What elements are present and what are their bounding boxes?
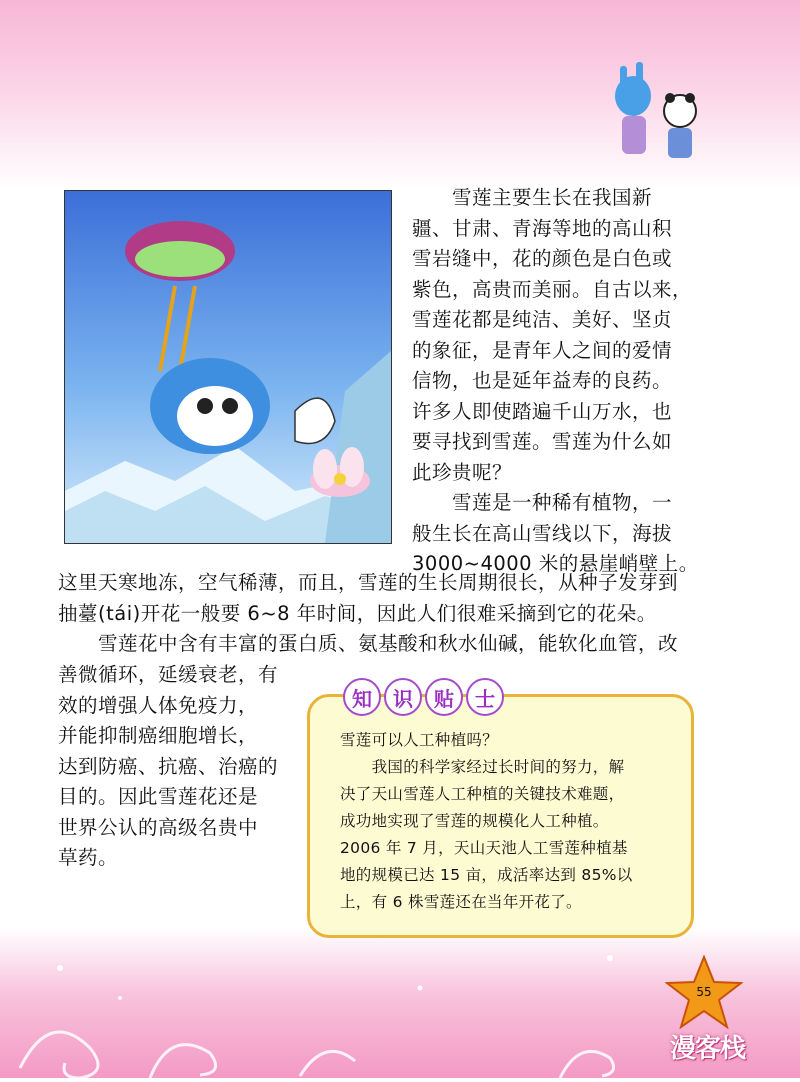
tips-title-char: 知 [343, 678, 381, 716]
text-line: 信物，也是延年益寿的良药。 [412, 369, 673, 392]
text-line: 疆、甘肃、青海等地的高山积 [412, 216, 673, 240]
mascot-characters-illustration [598, 56, 708, 166]
paragraph-2-right [412, 488, 699, 580]
tips-line: 成功地实现了雪莲的规模化人工种植。 [340, 812, 609, 830]
paragraph-3-left [58, 660, 278, 874]
tips-line: 我国的科学家经过长时间的努力，解 [340, 758, 625, 776]
text-line: 雪岩缝中，花的颜色是白色或 [412, 247, 673, 270]
text-line: 般生长在高山雪线以下，海拔 [412, 521, 673, 545]
bunny-snow-lotus-scene [65, 191, 391, 543]
tips-answer [340, 754, 633, 916]
text-line: 善微循环，延缓衰老，有 [58, 663, 279, 686]
tips-line: 地的规模已达 15 亩，成活率达到 85%以 [340, 866, 633, 884]
text-line: 的象征，是青年人之间的爱情 [412, 338, 673, 362]
site-logo: 漫客栈 [670, 1034, 746, 1064]
tips-line: 决了天山雪莲人工种植的关键技术难题， [340, 785, 625, 803]
text-line: 雪莲是一种稀有植物，一 [412, 491, 673, 514]
text-line: 并能抑制癌细胞增长， [58, 724, 259, 747]
text-line: 抽薹(tái)开花一般要 6~8 年时间，因此人们很难采摘到它的花朵。 [58, 601, 657, 625]
tips-title [343, 678, 504, 714]
paragraph-1 [412, 183, 692, 488]
text-line: 达到防癌、抗癌、治癌的 [58, 754, 279, 778]
text-line: 雪莲主要生长在我国新 [412, 186, 653, 209]
tips-line: 2006 年 7 月，天山天池人工雪莲种植基 [340, 839, 628, 857]
paragraph-2-full [58, 568, 678, 629]
text-line: 世界公认的高级名贵中 [58, 815, 259, 839]
story-illustration [64, 190, 392, 544]
text-line: 雪莲花中含有丰富的蛋白质、氨基酸和秋水仙碱，能软化血管，改 [58, 632, 679, 655]
text-line: 效的增强人体免疫力， [58, 693, 259, 717]
text-line: 要寻找到雪莲。雪莲为什么如 [412, 430, 673, 453]
text-line: 许多人即使踏遍千山万水，也 [412, 399, 673, 423]
tips-line: 上，有 6 株雪莲还在当年开花了。 [340, 893, 582, 911]
tips-question: 雪莲可以人工种植吗？ [340, 731, 499, 749]
text-line: 目的。因此雪莲花还是 [58, 785, 259, 808]
text-line: 3000~4000 米的悬崖峭壁上。 [412, 552, 699, 575]
text-line: 紫色，高贵而美丽。自古以来， [412, 277, 693, 301]
paragraph-3-full [58, 629, 678, 660]
tips-title-char: 识 [384, 678, 422, 716]
text-line: 草药。 [58, 846, 119, 869]
tips-title-char: 士 [466, 678, 504, 716]
tips-title-char: 贴 [425, 678, 463, 716]
page-number: 55 [696, 985, 712, 999]
text-line: 此珍贵呢？ [412, 460, 513, 484]
text-line: 雪莲花都是纯洁、美好、坚贞 [412, 308, 673, 331]
text-line: 这里天寒地冻，空气稀薄，而且，雪莲的生长周期很长，从种子发芽到 [58, 571, 679, 594]
